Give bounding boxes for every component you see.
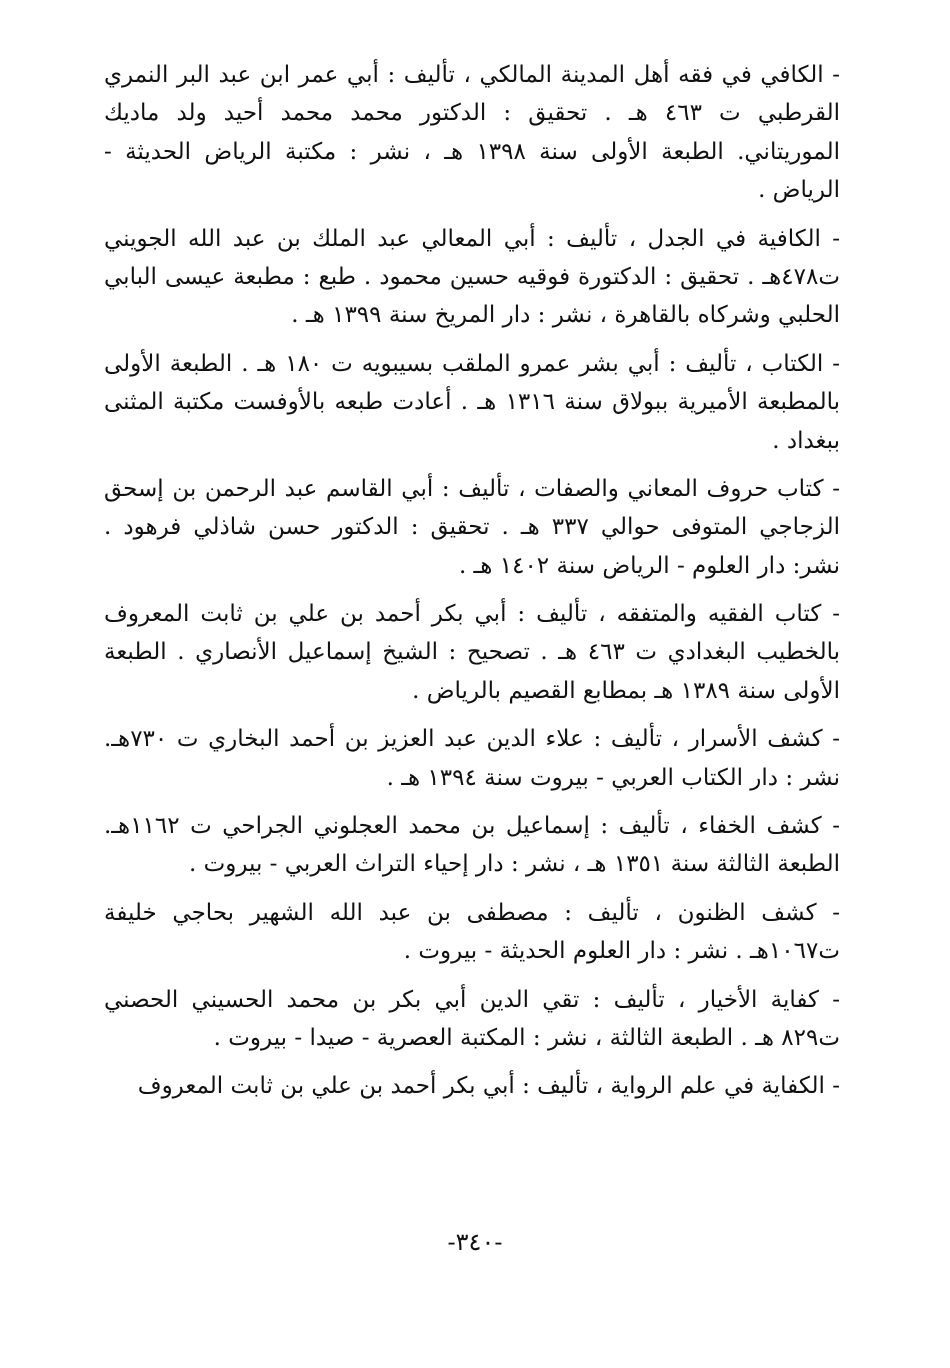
entry-line: - الكافية في الجدل ، تأليف : أبي المعالي عبد الملك بن عبد الله الجويني <box>104 225 840 252</box>
entry-separator <box>104 971 840 981</box>
bibliography-list <box>104 56 840 1106</box>
entry-separator <box>104 460 840 470</box>
entry-line: الطبعة الثالثة سنة ١٣٥١ هـ ، نشر : دار إحياء التراث العربي - بيروت . <box>188 851 840 878</box>
entry-line: - الكافي في فقه أهل المدينة المالكي ، تأليف : أبي عمر ابن عبد البر النمري <box>104 62 840 88</box>
bibliography-entry <box>104 595 840 710</box>
entry-line: - كشف الخفاء ، تأليف : إسماعيل بن محمد العجلوني الجراحي ت ١١٦٢هـ. <box>104 813 840 840</box>
entry-line: الزجاجي المتوفى حوالي ٣٣٧ هـ . تحقيق : الدكتور حسن شاذلي فرهود . <box>104 514 840 541</box>
entry-line: الحلبي وشركاه بالقاهرة ، نشر : دار المريخ سنة ١٣٩٩ هـ . <box>291 302 840 329</box>
entry-line: بالمطبعة الأميرية ببولاق سنة ١٣١٦ هـ . أعادت طبعه بالأوفست مكتبة المثنى <box>104 389 840 416</box>
entry-line: الأولى سنة ١٣٨٩ هـ بمطابع القصيم بالرياض . <box>412 677 840 704</box>
entry-line: الموريتاني. الطبعة الأولى سنة ١٣٩٨ هـ ، نشر : مكتبة الرياض الحديثة - <box>104 138 840 165</box>
entry-separator <box>104 335 840 345</box>
entry-line: ت٨٢٩ هـ . الطبعة الثالثة ، نشر : المكتبة العصرية - صيدا - بيروت . <box>213 1024 840 1051</box>
entry-line: - الكفاية في علم الرواية ، تأليف : أبي بكر أحمد بن علي بن ثابت المعروف <box>137 1073 840 1100</box>
entry-line: ت١٠٦٧هـ . نشر : دار العلوم الحديثة - بيروت . <box>403 938 840 965</box>
entry-line: - كشف الظنون ، تأليف : مصطفى بن عبد الله الشهير بحاجي خليفة <box>104 899 840 926</box>
entry-separator <box>104 1057 840 1067</box>
entry-line: نشر : دار الكتاب العربي - بيروت سنة ١٣٩٤ هـ . <box>386 764 840 791</box>
entry-line: ت٤٧٨هـ . تحقيق : الدكتورة فوقيه حسين محمود . طبع : مطبعة عيسى البابي <box>104 263 840 290</box>
entry-separator <box>104 884 840 894</box>
entry-line: القرطبي ت ٤٦٣ هـ . تحقيق : الدكتور محمد محمد أحيد ولد ماديك <box>104 100 840 127</box>
entry-line: نشر: دار العلوم - الرياض سنة ١٤٠٢ هـ . <box>458 552 840 579</box>
entry-separator <box>104 710 840 720</box>
entry-line: - كتاب الفقيه والمتفقه ، تأليف : أبي بكر أحمد بن علي بن ثابت المعروف <box>104 601 840 628</box>
entry-separator <box>104 797 840 807</box>
bibliography-entry <box>104 894 840 971</box>
page-number: -٣٤٠- <box>447 1228 503 1256</box>
entry-line: - كتاب حروف المعاني والصفات ، تأليف : أبي القاسم عبد الرحمن بن إسحق <box>104 475 840 502</box>
bibliography-entry <box>104 470 840 585</box>
bibliography-entry <box>104 56 840 210</box>
entry-line: - الكتاب ، تأليف : أبي بشر عمرو الملقب بسيبويه ت ١٨٠ هـ . الطبعة الأولى <box>104 350 840 377</box>
bibliography-entry <box>104 220 840 335</box>
bibliography-entry <box>104 1067 840 1105</box>
entry-line: - كفاية الأخيار ، تأليف : تقي الدين أبي بكر بن محمد الحسيني الحصني <box>104 986 840 1013</box>
bibliography-entry <box>104 345 840 460</box>
entry-line: - كشف الأسرار ، تأليف : علاء الدين عبد العزيز بن أحمد البخاري ت ٧٣٠هـ. <box>104 726 840 753</box>
bibliography-entry <box>104 807 840 884</box>
entry-line: الرياض . <box>758 177 840 204</box>
entry-separator <box>104 585 840 595</box>
bibliography-entry <box>104 720 840 797</box>
bibliography-entry <box>104 981 840 1058</box>
entry-separator <box>104 210 840 220</box>
entry-line: بالخطيب البغدادي ت ٤٦٣ هـ . تصحيح : الشيخ إسماعيل الأنصاري . الطبعة <box>104 639 840 666</box>
entry-line: ببغداد . <box>772 427 840 454</box>
